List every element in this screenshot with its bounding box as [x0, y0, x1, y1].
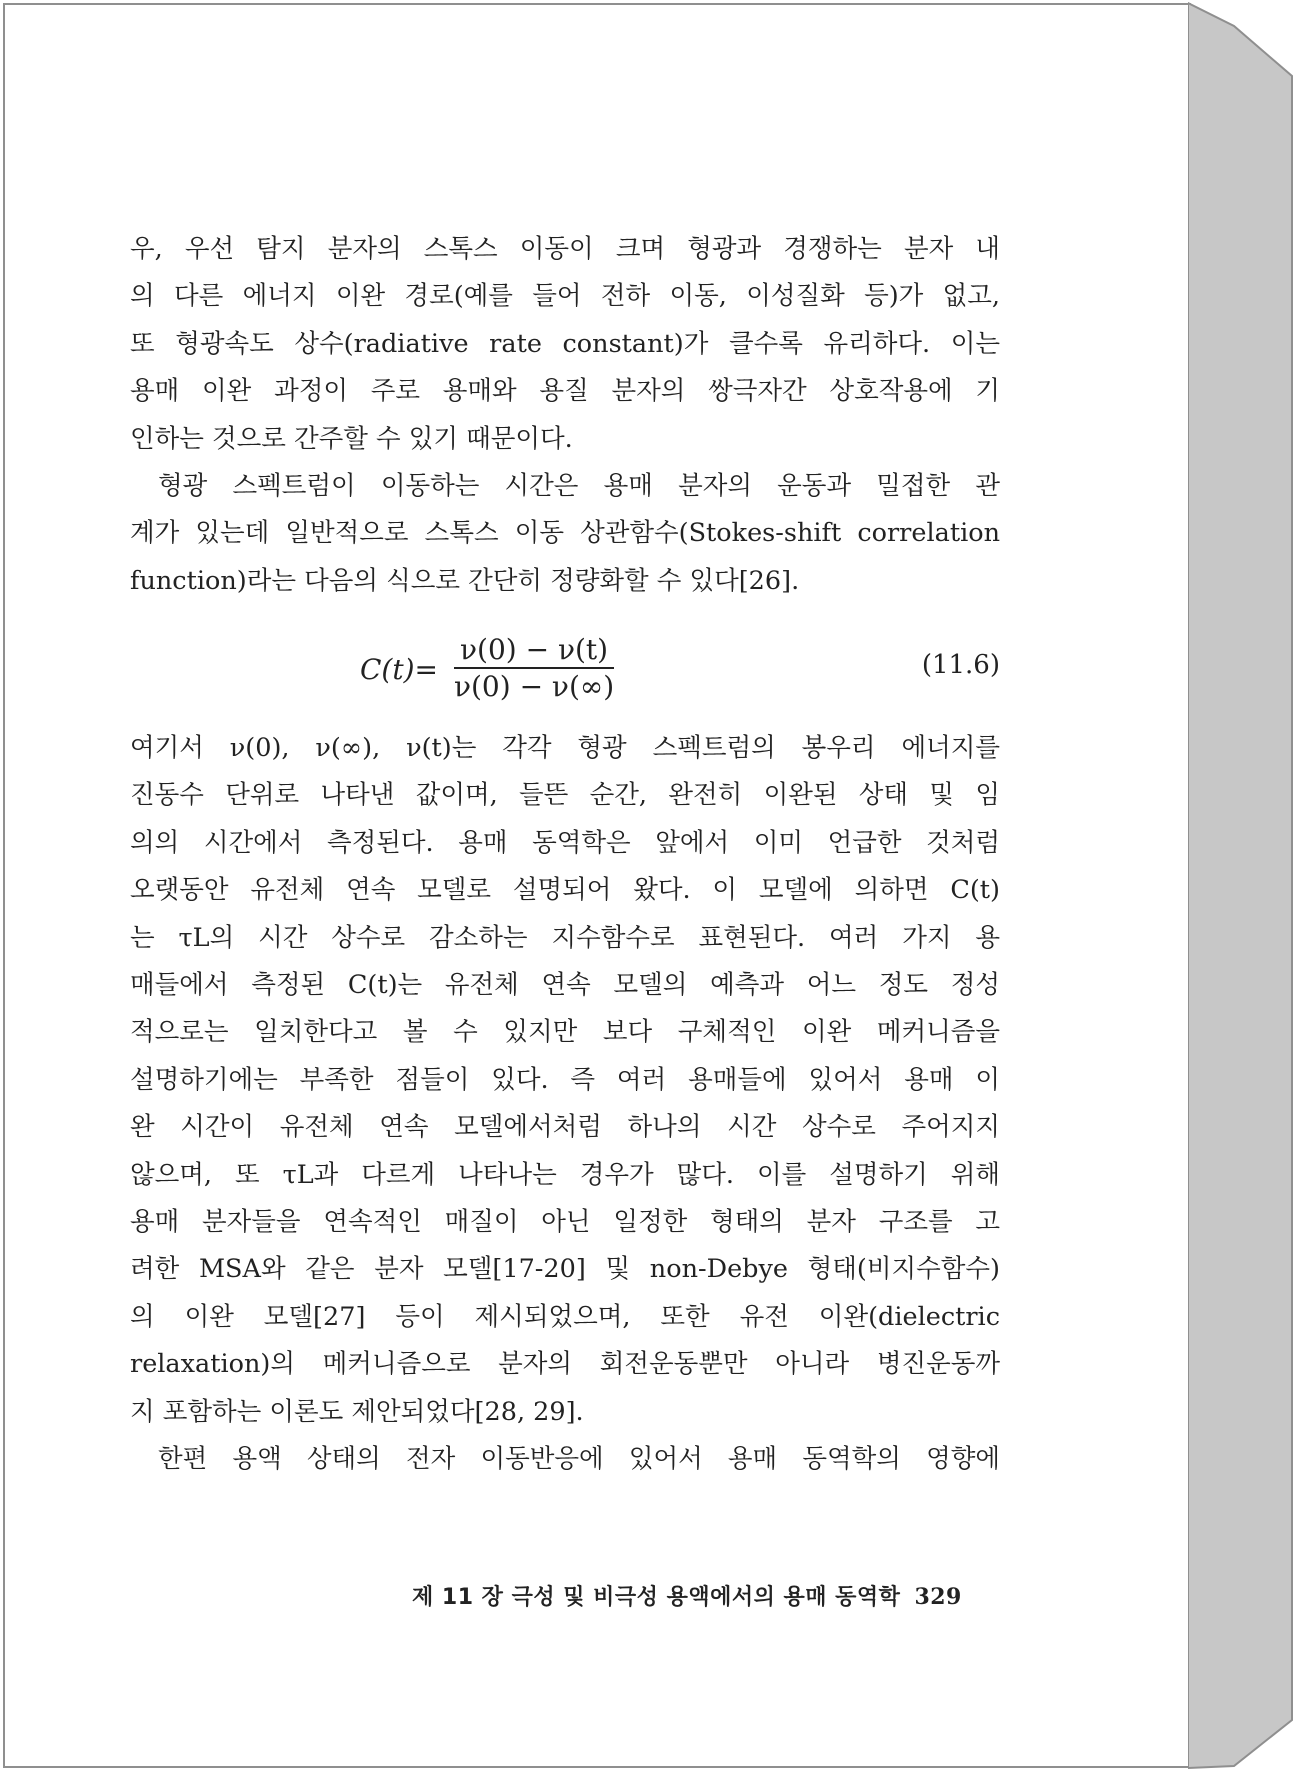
- text-line: 우, 우선 탐지 분자의 스톡스 이동이 크며 형광과 경쟁하는 분자 내: [130, 234, 1000, 264]
- text-line: 또 형광속도 상수(radiative rate constant)가 클수록 유리하다. 이는: [130, 328, 1000, 359]
- text-line: 여기서 ν(0), ν(∞), ν(t)는 각각 형광 스펙트럼의 봉우리 에너지를: [130, 733, 1000, 763]
- text-line: 않으며, 또 τL과 다르게 나타나는 경우가 많다. 이를 설명하기 위해: [130, 1159, 1000, 1190]
- text-line: 인하는 것으로 간주할 수 있기 때문이다.: [130, 423, 573, 454]
- text-lower: [130, 725, 1000, 1484]
- text-line: 용매 이완 과정이 주로 용매와 용질 분자의 쌍극자간 상호작용에 기: [130, 376, 1000, 407]
- text-line: function)라는 다음의 식으로 간단히 정량화할 수 있다[26].: [130, 565, 800, 596]
- equation-number: (11.6): [921, 650, 1000, 680]
- text-line: 진동수 단위로 나타낸 값이며, 들뜬 순간, 완전히 이완된 상태 및 임: [130, 780, 1000, 811]
- text-line: 의의 시간에서 측정된다. 용매 동역학은 앞에서 이미 언급한 것처럼: [130, 827, 1000, 858]
- text-line: 지 포함하는 이론도 제안되었다[28, 29].: [130, 1396, 584, 1427]
- running-footer: [412, 1580, 962, 1611]
- text-line: 적으로는 일치한다고 볼 수 있지만 보다 구체적인 이완 메커니즘을: [130, 1017, 1000, 1048]
- equation-fraction: [448, 633, 620, 705]
- text-line: 완 시간이 유전체 연속 모델에서처럼 하나의 시간 상수로 주어지지: [130, 1112, 1000, 1143]
- text-line: 오랫동안 유전체 연속 모델로 설명되어 왔다. 이 모델에 의하면 C(t): [130, 875, 1000, 906]
- equation-denominator: ν(0) − ν(∞): [453, 670, 615, 703]
- text-line: 려한 MSA와 같은 분자 모델[17-20] 및 non-Debye 형태(비지수함수): [130, 1254, 1000, 1285]
- text-line: 계가 있는데 일반적으로 스톡스 이동 상관함수(Stokes-shift correlation: [130, 518, 1000, 549]
- equation-lhs: C(t)=: [360, 652, 438, 686]
- equation-numerator: ν(0) − ν(t): [454, 633, 614, 669]
- text-upper: [130, 226, 1000, 605]
- text-line: relaxation)의 메커니즘으로 분자의 회전운동뿐만 아니라 병진운동까: [130, 1349, 1000, 1380]
- text-line: 설명하기에는 부족한 점들이 있다. 즉 여러 용매들에 있어서 용매 이: [130, 1064, 1000, 1095]
- text-line: 는 τL의 시간 상수로 감소하는 지수함수로 표현된다. 여러 가지 용: [130, 922, 1000, 953]
- text-line: 의 다른 에너지 이완 경로(예를 들어 전하 이동, 이성질화 등)가 없고,: [130, 281, 1000, 312]
- page-number: 329: [914, 1584, 962, 1610]
- chapter-title: 제 11 장 극성 및 비극성 용액에서의 용매 동역학: [412, 1585, 901, 1610]
- text-line: 한편 용액 상태의 전자 이동반응에 있어서 용매 동역학의 영향에: [158, 1444, 1000, 1475]
- equation-11-6: [130, 632, 1000, 706]
- text-line: 의 이완 모델[27] 등이 제시되었으며, 또한 유전 이완(dielectric: [130, 1301, 1000, 1332]
- text-line: 용매 분자들을 연속적인 매질이 아닌 일정한 형태의 분자 구조를 고: [130, 1207, 1000, 1238]
- page-edge-shadow: [1188, 0, 1316, 1773]
- text-line: 매들에서 측정된 C(t)는 유전체 연속 모델의 예측과 어느 정도 정성: [130, 970, 1000, 1001]
- text-line: 형광 스펙트럼이 이동하는 시간은 용매 분자의 운동과 밀접한 관: [158, 471, 1000, 502]
